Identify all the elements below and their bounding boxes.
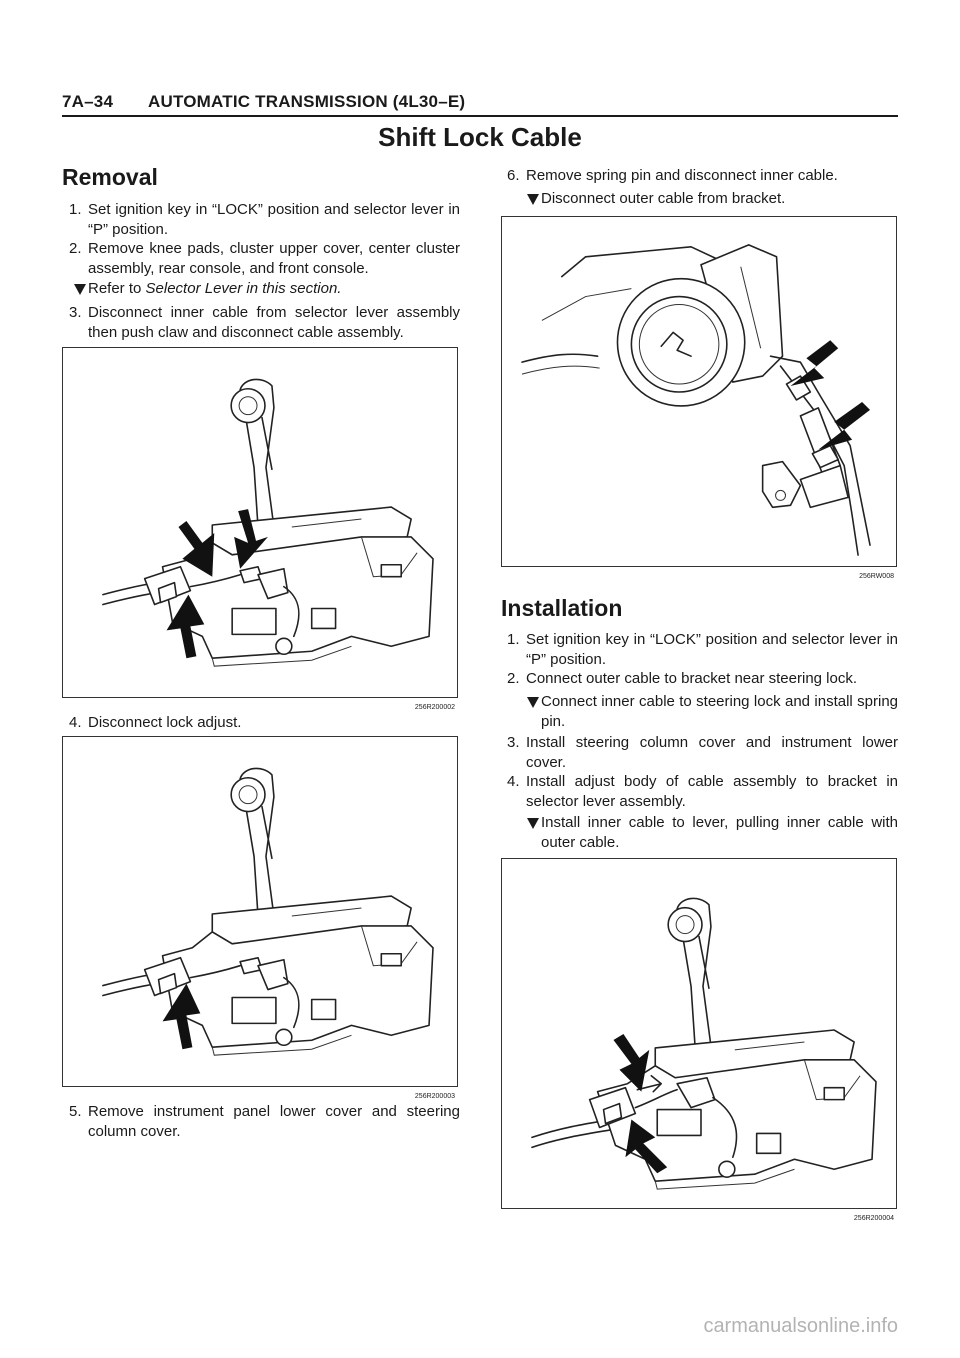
step-number: 2.	[507, 670, 520, 687]
installation-heading: Installation	[501, 595, 623, 621]
step-number: 3.	[507, 734, 520, 751]
figure-steering-lock-cable	[501, 216, 897, 580]
step-text: Remove knee pads, cluster upper cover, center cluster assembly, rear console, and front console.	[88, 240, 460, 277]
step-text: Disconnect inner cable from selector lever assembly then push claw and disconnect cable assembly.	[88, 304, 460, 341]
figure-lock-adjust	[62, 736, 458, 1100]
ref-link-text: Selector Lever in this section.	[145, 280, 342, 297]
step-number: 6.	[507, 167, 520, 184]
figure-inner-cable-install	[501, 858, 897, 1222]
lock-adjust-illustration	[63, 737, 457, 1086]
sub-text: Install inner cable to lever, pulling inner cable with outer cable.	[541, 814, 898, 851]
installation-step-3	[507, 733, 898, 773]
step-text: Remove spring pin and disconnect inner cable.	[526, 167, 838, 184]
removal-step-1	[69, 200, 460, 240]
step-number: 1.	[69, 201, 82, 218]
inner-cable-install-illustration	[502, 859, 896, 1208]
sub-text: Connect inner cable to steering lock and install spring pin.	[541, 693, 898, 730]
step-text: Install adjust body of cable assembly to bracket in selector lever assembly.	[526, 773, 898, 810]
installation-step-2-sub	[541, 692, 898, 732]
step-number: 3.	[69, 304, 82, 321]
step-text: Set ignition key in “LOCK” position and selector lever in “P” position.	[526, 631, 898, 668]
step-number: 4.	[69, 714, 82, 731]
down-triangle-icon	[74, 284, 86, 295]
step-number: 5.	[69, 1103, 82, 1120]
step-text: Set ignition key in “LOCK” position and selector lever in “P” position.	[88, 201, 460, 238]
step-text: Remove instrument panel lower cover and steering column cover.	[88, 1103, 460, 1140]
page-title: Shift Lock Cable	[378, 122, 582, 152]
installation-step-4-sub	[541, 813, 898, 853]
ref-prefix: Refer to	[88, 280, 146, 297]
removal-step-2-ref	[88, 279, 460, 299]
installation-step-4	[507, 772, 898, 812]
removal-step-5	[69, 1102, 460, 1142]
page-number: 7A–34	[62, 92, 114, 111]
header-rule	[62, 115, 898, 117]
watermark: carmanualsonline.info	[703, 1315, 898, 1337]
removal-step-3	[69, 303, 460, 343]
down-triangle-icon	[527, 194, 539, 205]
step-number: 1.	[507, 631, 520, 648]
step-number: 2.	[69, 240, 82, 257]
removal-step-6-sub	[541, 189, 898, 209]
removal-step-4	[69, 713, 460, 733]
down-triangle-icon	[527, 697, 539, 708]
figure-id: 256RW008	[859, 573, 894, 580]
figure-id: 256R200003	[414, 1093, 455, 1100]
figure-selector-lever-claw	[62, 347, 458, 711]
step-number: 4.	[507, 773, 520, 790]
selector-lever-illustration	[63, 348, 457, 697]
figure-id: 256R200002	[414, 704, 455, 711]
removal-step-2	[69, 239, 460, 279]
sub-text: Disconnect outer cable from bracket.	[541, 190, 786, 207]
section-title: AUTOMATIC TRANSMISSION (4L30–E)	[148, 92, 466, 111]
removal-step-6	[507, 166, 898, 186]
figure-id: 256R200004	[853, 1215, 894, 1222]
steering-lock-illustration	[502, 217, 896, 566]
installation-step-1	[507, 630, 898, 670]
down-triangle-icon	[527, 818, 539, 829]
page-header	[62, 92, 465, 112]
step-text: Install steering column cover and instrument lower cover.	[526, 734, 898, 771]
removal-heading: Removal	[62, 164, 158, 190]
step-text: Disconnect lock adjust.	[88, 714, 242, 731]
step-text: Connect outer cable to bracket near steering lock.	[526, 670, 858, 687]
installation-step-2	[507, 669, 898, 689]
